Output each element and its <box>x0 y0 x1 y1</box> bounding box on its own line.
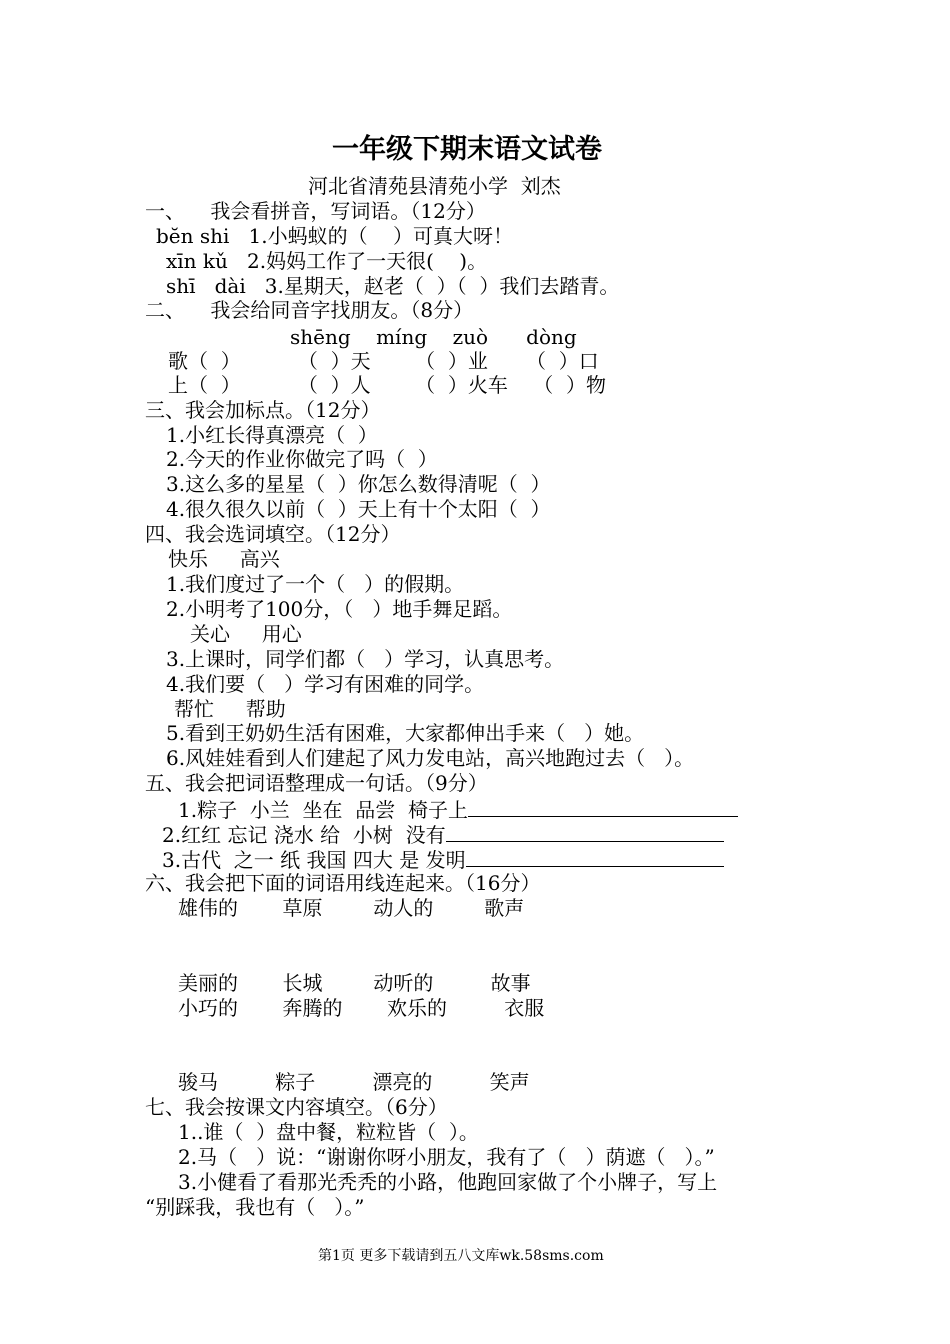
page-footer: 第1页 更多下载请到五八文库wk.58sms.com <box>318 1248 604 1264</box>
section-7-heading: 七、我会按课文内容填空。（6分） <box>145 1095 448 1119</box>
section-3-question-1: 1.小红长得真漂亮（ ） <box>166 423 378 447</box>
section-5-heading: 五、我会把词语整理成一句话。（9分） <box>145 771 488 795</box>
author-line: 河北省清苑县清苑小学 刘杰 <box>308 174 561 198</box>
section-3-heading: 三、我会加标点。（12分） <box>145 398 381 422</box>
section-2-heading: 二、 我会给同音字找朋友。（8分） <box>145 298 474 322</box>
word-choice-1: 快乐 高兴 <box>168 547 280 571</box>
section-1-heading: 一、 我会看拼音，写词语。（12分） <box>145 199 486 223</box>
word-choice-3: 帮忙 帮助 <box>174 697 286 721</box>
section-2-row-2: 上（ ） （ ）人 （ ）火车 （ ）物 <box>168 373 607 397</box>
section-7-question-2: 2.马（ ）说：“谢谢你呀小朋友，我有了（ ）荫遮（ ）。” <box>178 1145 715 1169</box>
matching-row-4: 骏马 粽子 漂亮的 笑声 <box>178 1070 530 1094</box>
section-1-question-1: bĕn shi 1.小蚂蚁的（ ）可真大呀！ <box>156 224 514 248</box>
section-5-question-3-words: 3.古代 之一 纸 我国 四大 是 发明 <box>162 848 466 872</box>
section-5-question-1-words: 1.粽子 小兰 坐在 品尝 椅子上 <box>178 798 468 822</box>
section-4-heading: 四、我会选词填空。（12分） <box>145 522 401 546</box>
section-7-question-1: 1..谁（ ）盘中餐，粒粒皆（ ）。 <box>178 1120 479 1144</box>
section-1-question-3: shī dài 3.星期天，赵老（ ）（ ）我们去踏青。 <box>166 274 620 298</box>
section-4-question-3: 3.上课时，同学们都（ ）学习，认真思考。 <box>166 647 565 671</box>
section-4-question-2: 2.小明考了100分，（ ）地手舞足蹈。 <box>166 597 513 621</box>
section-5-question-3 <box>162 846 724 872</box>
section-2-pinyin: shēng míng zuò dòng <box>290 325 577 349</box>
answer-line <box>468 796 738 817</box>
section-6-heading: 六、我会把下面的词语用线连起来。（16分） <box>145 871 541 895</box>
section-5-question-2-words: 2.红红 忘记 浇水 给 小树 没有 <box>162 823 446 847</box>
section-3-question-3: 3.这么多的星星（ ）你怎么数得清呢（ ） <box>166 472 551 496</box>
section-5-question-1 <box>178 796 738 822</box>
section-2-row-1: 歌（ ） （ ）天 （ ）业 （ ）口 <box>168 349 599 373</box>
matching-row-1: 雄伟的 草原 动人的 歌声 <box>178 896 525 920</box>
section-7-question-3-continued: “别踩我，我也有（ ）。” <box>145 1195 365 1219</box>
section-4-question-4: 4.我们要（ ）学习有困难的同学。 <box>166 672 485 696</box>
answer-line <box>466 846 724 867</box>
section-3-question-4: 4.很久很久以前（ ）天上有十个太阳（ ） <box>166 497 551 521</box>
matching-row-2: 美丽的 长城 动听的 故事 <box>178 971 531 995</box>
section-4-question-5: 5.看到王奶奶生活有困难，大家都伸出手来（ ）她。 <box>166 721 645 745</box>
section-4-question-6: 6.风娃娃看到人们建起了风力发电站，高兴地跑过去（ ）。 <box>166 746 695 770</box>
section-1-question-2: xīn kǔ 2.妈妈工作了一天很( )。 <box>166 249 488 273</box>
section-3-question-2: 2.今天的作业你做完了吗（ ） <box>166 447 438 471</box>
section-4-question-1: 1.我们度过了一个（ ）的假期。 <box>166 572 465 596</box>
page-title: 一年级下期末语文试卷 <box>332 134 602 165</box>
section-7-question-3: 3.小健看了看那光秃秃的小路，他跑回家做了个小牌子，写上 <box>178 1170 718 1194</box>
matching-row-3: 小巧的 奔腾的 欢乐的 衣服 <box>178 996 545 1020</box>
word-choice-2: 关心 用心 <box>190 622 302 646</box>
section-5-question-2 <box>162 821 724 847</box>
answer-line <box>446 821 724 842</box>
